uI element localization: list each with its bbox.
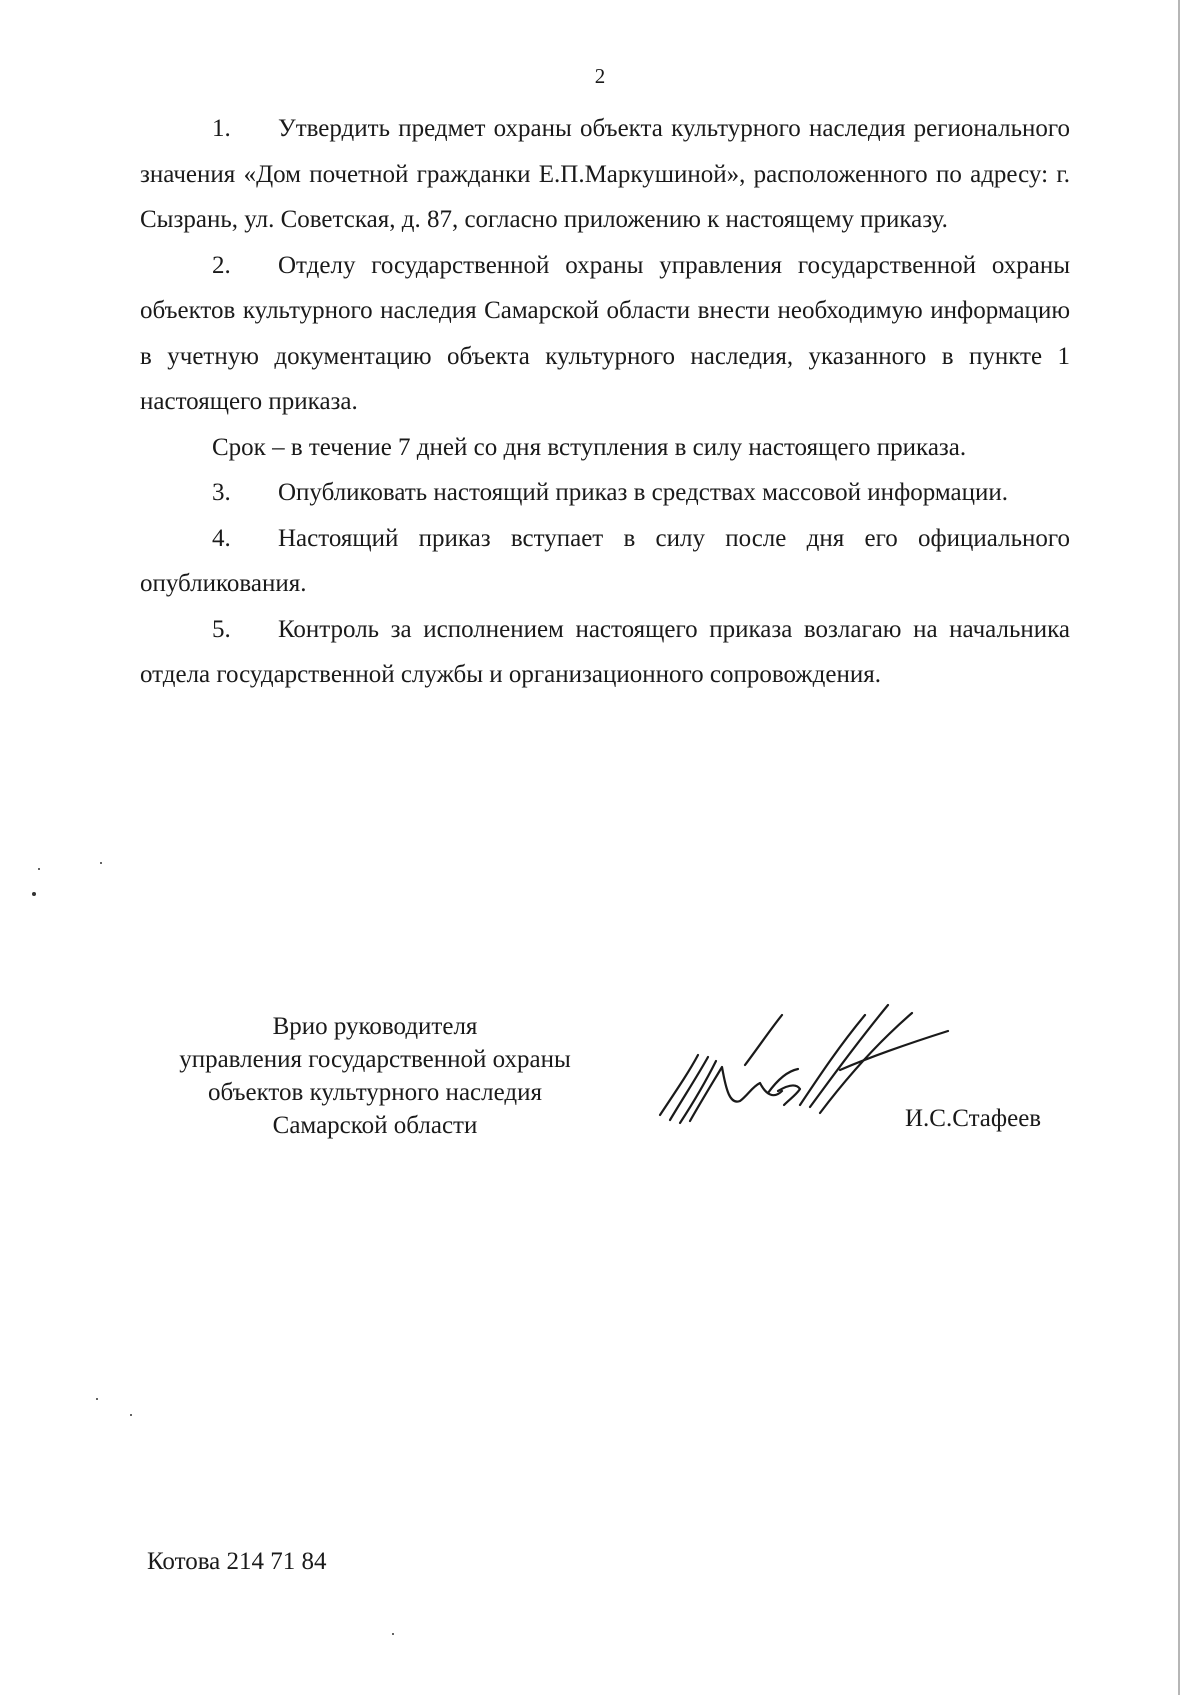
paragraph-3: [140, 470, 1070, 516]
scan-speck: [96, 1398, 98, 1400]
scan-speck: [32, 892, 36, 896]
paragraph-number: 2.: [212, 251, 231, 279]
paragraph-5: [140, 607, 1070, 698]
paragraph-text: Контроль за исполнением настоящего приказа возлагаю на начальника отдела государственной службы и организационного сопровождения.: [140, 615, 1070, 688]
scan-speck: [392, 1633, 394, 1635]
paragraph-text: Опубликовать настоящий приказ в средствах массовой информации.: [278, 479, 1009, 506]
paragraph-text: Настоящий приказ вступает в силу после дня его официального опубликования.: [140, 524, 1070, 597]
scan-edge-line: [1178, 0, 1180, 1695]
document-body: [140, 106, 1070, 698]
paragraph-2: [140, 243, 1070, 425]
position-line: управления государственной охраны: [179, 1046, 571, 1073]
position-line: объектов культурного наследия: [208, 1079, 542, 1106]
paragraph-1: [140, 106, 1070, 243]
scan-speck: [100, 862, 102, 864]
paragraph-text: Отделу государственной охраны управления государственной охраны объектов культурного наследия Самарской области внести необходимую информацию в учетную документацию объекта культурного наследия, указанного в пункте 1 настоящего приказа.: [140, 251, 1070, 415]
position-line: Самарской области: [272, 1112, 478, 1139]
signer-name: И.С.Стафеев: [905, 1105, 1042, 1132]
paragraph-number: 5.: [212, 615, 231, 643]
deadline-paragraph: [140, 425, 1070, 471]
signatory-position: [140, 1010, 610, 1142]
paragraph-text: Утвердить предмет охраны объекта культурного наследия регионального значения «Дом почетной гражданки Е.П.Маркушиной», расположенного по адресу: г. Сызрань, ул. Советская, д. 87, согласно приложению к настоящему приказу.: [140, 115, 1070, 233]
page-number: 2: [594, 64, 606, 88]
paragraph-text: Срок – в течение 7 дней со дня вступления в силу настоящего приказа.: [212, 433, 967, 461]
position-line: Врио руководителя: [272, 1013, 478, 1040]
scan-speck: [130, 1414, 132, 1416]
paragraph-number: 4.: [212, 524, 231, 552]
scan-speck: [38, 868, 40, 870]
executor-contact: Котова 214 71 84: [147, 1548, 327, 1575]
paragraph-number: 3.: [212, 479, 231, 506]
paragraph-number: 1.: [212, 115, 231, 142]
paragraph-4: [140, 516, 1070, 607]
